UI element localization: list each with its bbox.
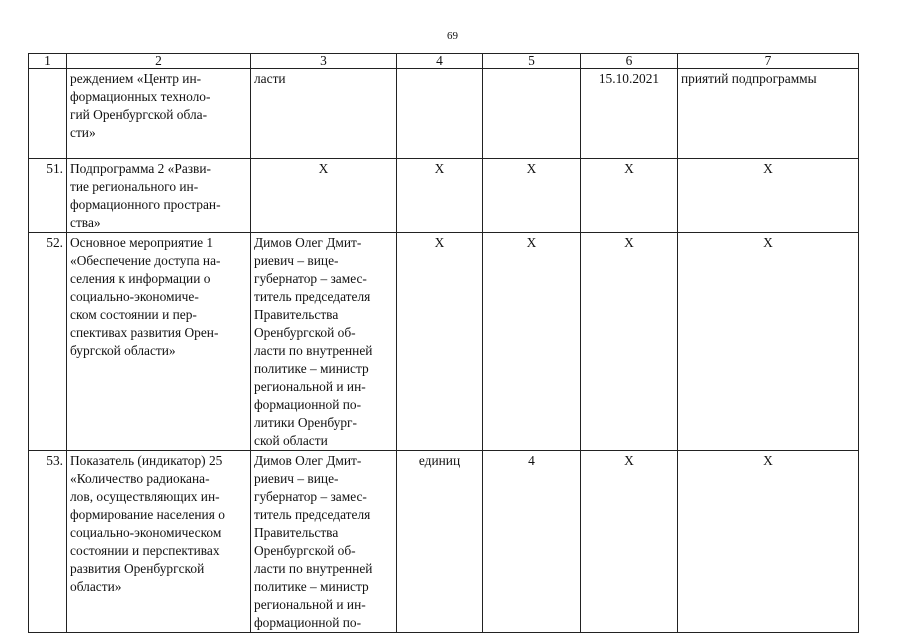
row-name-line: гий Оренбургской обла-	[70, 107, 208, 122]
row-responsible-line: губернатор – замес-	[254, 489, 367, 504]
header-col-3: 3	[251, 54, 397, 69]
row-responsible-line: формационной по-	[254, 615, 362, 630]
row-name-line: области»	[70, 579, 122, 594]
program-table	[28, 53, 859, 633]
row-number: 53.	[29, 451, 67, 633]
row-responsible	[251, 69, 397, 159]
row-name-line: селения к информации о	[70, 271, 211, 286]
row-col-7: приятий подпрограммы	[678, 69, 859, 159]
row-responsible-line: литики Оренбург-	[254, 415, 358, 430]
row-col-7: Х	[678, 451, 859, 633]
row-col-4: Х	[397, 233, 483, 451]
row-responsible-line: формационной по-	[254, 397, 362, 412]
row-name-line: формационного простран-	[70, 197, 221, 212]
row-name-line: ства»	[70, 215, 101, 230]
page-number: 69	[447, 30, 458, 42]
row-responsible-line: Оренбургской об-	[254, 325, 356, 340]
row-name-line: Показатель (индикатор) 25	[70, 453, 223, 468]
row-responsible-line: Оренбургской об-	[254, 543, 356, 558]
row-name	[67, 159, 251, 233]
row-col-7: Х	[678, 233, 859, 451]
row-name-line: сти»	[70, 125, 96, 140]
row-number: 52.	[29, 233, 67, 451]
row-responsible-line: региональной и ин-	[254, 597, 366, 612]
header-col-6: 6	[581, 54, 678, 69]
row-col-4: Х	[397, 159, 483, 233]
row-responsible-line: риевич – вице-	[254, 471, 339, 486]
row-responsible-line: Правительства	[254, 525, 339, 540]
row-responsible-line: ласти по внутренней	[254, 343, 373, 358]
row-name	[67, 233, 251, 451]
row-name-line: «Обеспечение доступа на-	[70, 253, 221, 268]
row-responsible-line: губернатор – замес-	[254, 271, 367, 286]
row-name-line: развития Оренбургской	[70, 561, 205, 576]
row-name-line: спективах развития Орен-	[70, 325, 219, 340]
row-name-line: состоянии и перспективах	[70, 543, 220, 558]
row-name-line: Основное мероприятие 1	[70, 235, 214, 250]
row-responsible-line: ской области	[254, 433, 328, 448]
row-responsible	[251, 451, 397, 633]
header-col-7: 7	[678, 54, 859, 69]
row-name-line: социально-экономическом	[70, 525, 222, 540]
row-responsible-line: Димов Олег Дмит-	[254, 453, 362, 468]
row-col-4: единиц	[397, 451, 483, 633]
row-responsible-line: титель председателя	[254, 507, 371, 522]
row-col-5: Х	[483, 159, 581, 233]
table-row	[29, 451, 859, 633]
row-name-line: реждением «Центр ин-	[70, 71, 202, 86]
row-responsible-line: Х	[318, 161, 329, 176]
header-col-2: 2	[67, 54, 251, 69]
row-col-6: 15.10.2021	[581, 69, 678, 159]
row-col-5: 4	[483, 451, 581, 633]
row-name	[67, 69, 251, 159]
row-responsible-line: Димов Олег Дмит-	[254, 235, 362, 250]
row-col-6: Х	[581, 159, 678, 233]
row-col-4	[397, 69, 483, 159]
table-row	[29, 69, 859, 159]
row-responsible-line: региональной и ин-	[254, 379, 366, 394]
row-responsible-line: Правительства	[254, 307, 339, 322]
row-name	[67, 451, 251, 633]
row-name-line: лов, осуществляющих ин-	[70, 489, 220, 504]
table-row	[29, 159, 859, 233]
row-responsible	[251, 233, 397, 451]
row-name-line: бургской области»	[70, 343, 176, 358]
row-responsible	[251, 159, 397, 233]
row-responsible-line: политике – министр	[254, 361, 369, 376]
header-col-4: 4	[397, 54, 483, 69]
row-responsible-line: ласти	[254, 71, 286, 86]
row-name-line: формирование населения о	[70, 507, 225, 522]
row-col-5: Х	[483, 233, 581, 451]
table-row	[29, 233, 859, 451]
row-name-line: социально-экономиче-	[70, 289, 199, 304]
row-responsible-line: политике – министр	[254, 579, 369, 594]
row-responsible-line: ласти по внутренней	[254, 561, 373, 576]
row-col-6: Х	[581, 233, 678, 451]
header-col-1: 1	[29, 54, 67, 69]
row-col-5	[483, 69, 581, 159]
row-name-line: «Количество радиокана-	[70, 471, 210, 486]
row-name-line: тие регионального ин-	[70, 179, 199, 194]
header-row	[29, 54, 859, 69]
row-responsible-line: титель председателя	[254, 289, 371, 304]
row-number: 51.	[29, 159, 67, 233]
header-col-5: 5	[483, 54, 581, 69]
row-col-6: Х	[581, 451, 678, 633]
row-name-line: ском состоянии и пер-	[70, 307, 197, 322]
row-responsible-line: риевич – вице-	[254, 253, 339, 268]
row-name-line: Подпрограмма 2 «Разви-	[70, 161, 211, 176]
row-col-7: Х	[678, 159, 859, 233]
row-number	[29, 69, 67, 159]
row-name-line: формационных техноло-	[70, 89, 211, 104]
